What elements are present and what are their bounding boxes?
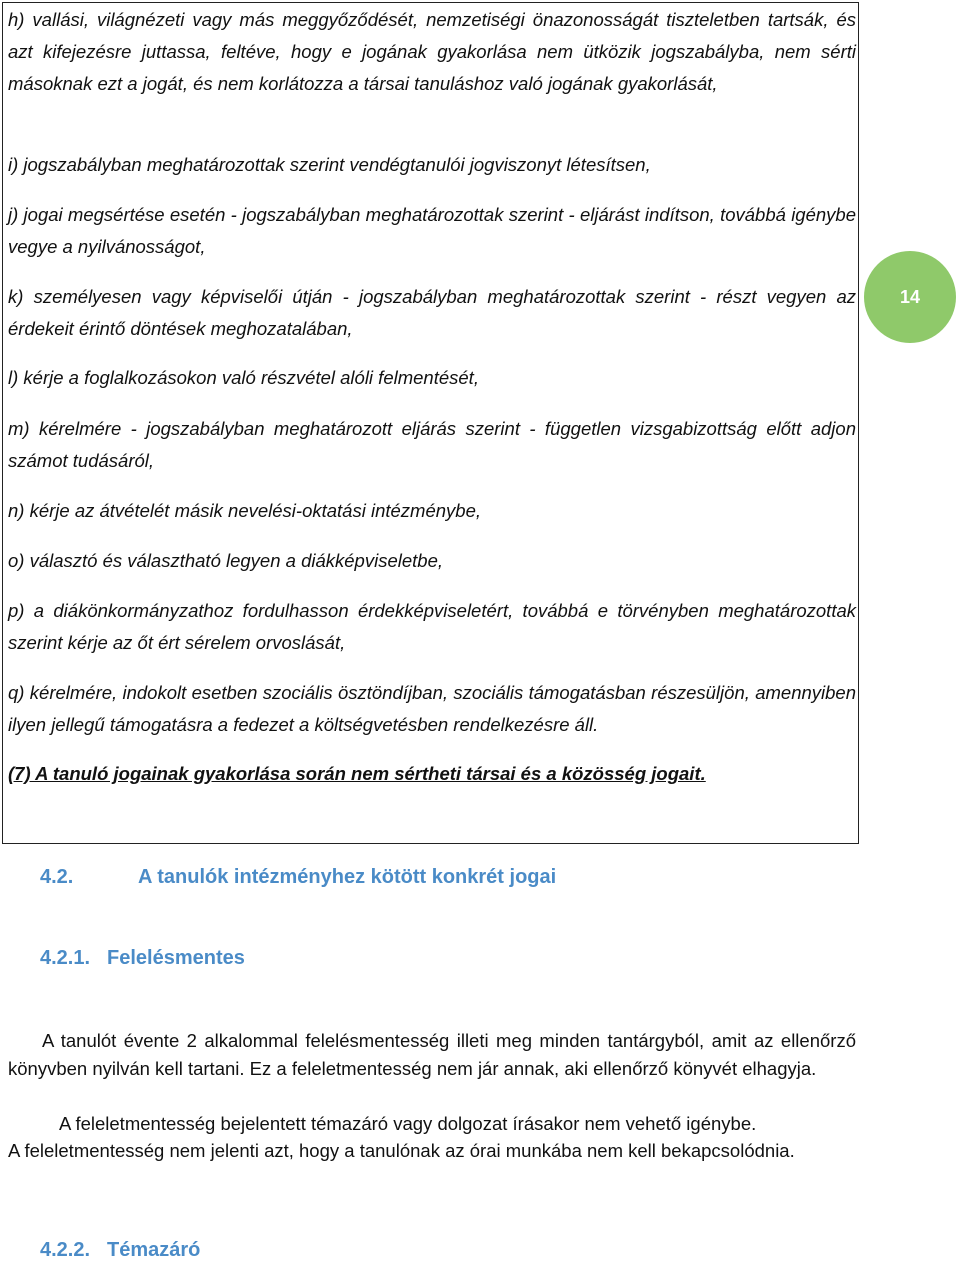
subsection-number-2: 4.2.2. [40, 1239, 91, 1261]
section-heading [40, 866, 556, 889]
rights-item-h: h) vallási, világnézeti vagy más meggyőződését, nemzetiségi önazonosságát tiszteletben tartsák, és azt kifejezésre juttassa, feltéve, hogy e jogának gyakorlása nem ütközik jogszabályba, nem sérti másoknak ezt a jogát, és nem korlátozza a társai tanuláshoz való jogának gyakorlását, [8, 9, 856, 94]
subsection-title-1: Felelésmentes [107, 947, 245, 969]
section-number: 4.2. [40, 866, 74, 888]
subsection-heading-2 [40, 1239, 200, 1262]
body-paragraph-3: A feleletmentesség nem jelenti azt, hogy a tanulónak az órai munkába nem kell bekapcsolódnia. [8, 1140, 795, 1161]
section-title: A tanulók intézményhez kötött konkrét jogai [138, 866, 557, 888]
rights-item-o: o) választó és választható legyen a diákképviseletbe, [8, 550, 444, 571]
rights-item-m: m) kérelmére - jogszabályban meghatározott eljárás szerint - független vizsgabizottság előtt adjon számot tudásáról, [8, 418, 856, 471]
rights-item-p: p) a diákönkormányzathoz fordulhasson érdekképviseletért, továbbá e törvényben meghatározottak szerint kérje az őt ért sérelem orvoslását, [8, 600, 856, 653]
subsection-number-1: 4.2.1. [40, 947, 91, 969]
subsection-title-2: Témazáró [107, 1239, 201, 1261]
body-paragraph-1: A tanulót évente 2 alkalommal felelésmentesség illeti meg minden tantárgyból, amit az ellenőrző könyvben nyilván kell tartani. Ez a feleletmentesség nem jár annak, aki ellenőrző könyvét elhagyja. [8, 1030, 856, 1079]
rights-item-i: i) jogszabályban meghatározottak szerint vendégtanulói jogviszonyt létesítsen, [8, 154, 651, 175]
rights-item-q: q) kérelmére, indokolt esetben szociális ösztöndíjban, szociális támogatásban részesüljön, amennyiben ilyen jellegű támogatásra a fedezet a költségvetésben rendelkezésre áll. [8, 682, 856, 735]
rights-item-j: j) jogai megsértése esetén - jogszabályban meghatározottak szerint - eljárást indítson, továbbá igénybe vegye a nyilvánosságot, [8, 204, 856, 257]
rights-clause-7: (7) A tanuló jogainak gyakorlása során nem sértheti társai és a közösség jogait. [8, 763, 706, 784]
body-paragraph-2: A feleletmentesség bejelentett témazáró vagy dolgozat írásakor nem vehető igénybe. [59, 1113, 757, 1134]
page-number-badge [864, 251, 956, 343]
rights-item-n: n) kérje az átvételét másik nevelési-oktatási intézménybe, [8, 500, 481, 521]
rights-item-l: l) kérje a foglalkozásokon való részvétel alóli felmentését, [8, 367, 479, 388]
subsection-heading-1 [40, 947, 245, 970]
rights-item-k: k) személyesen vagy képviselői útján - jogszabályban meghatározottak szerint - részt vegyen az érdekeit érintő döntések meghozatalában, [8, 286, 856, 339]
page-number: 14 [899, 286, 921, 307]
